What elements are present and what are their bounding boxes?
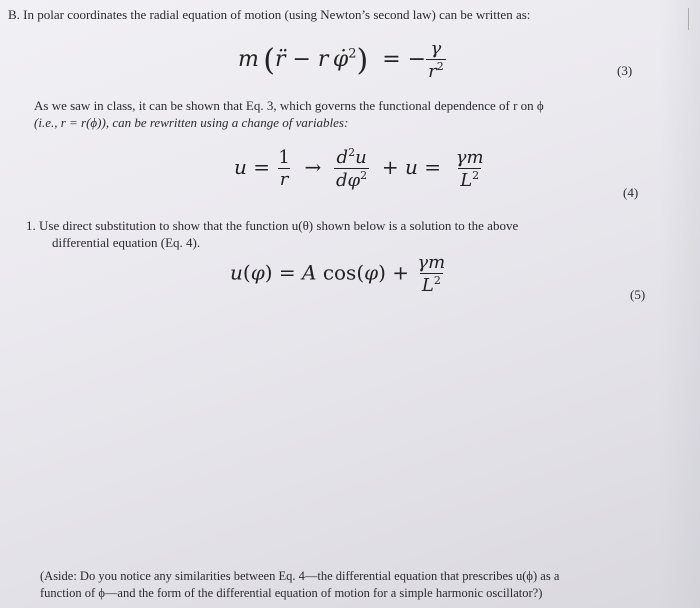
margin-mark	[688, 8, 689, 30]
paragraph-line-1: As we saw in class, it can be shown that Eq. 3, which governs the functional dependence of r on ϕ	[34, 98, 544, 113]
equation-3-number: (3)	[617, 63, 633, 78]
equation-4-number: (4)	[623, 185, 639, 200]
aside-line-1: (Aside: Do you notice any similarities between Eq. 4—the differential equation that prescribes u(ϕ) as a	[40, 569, 560, 583]
problem-intro: B. In polar coordinates the radial equation of motion (using Newton’s second law) can be written as:	[8, 7, 531, 22]
equation-5-number: (5)	[630, 287, 646, 302]
aside-line-2: function of ϕ—and the form of the differential equation of motion for a simple harmonic oscillator?)	[40, 586, 543, 600]
paragraph-line-2: (i.e., r = r(ϕ)), can be rewritten using a change of variables:	[34, 115, 349, 130]
equation-4: u = $\frac{1}{r}$ → $\frac{d^2u}{d\varphi^2}$ + u = $\frac{\gamma m}{L^2}$	[234, 146, 484, 191]
question-1-line-1: 1. Use direct substitution to show that the function u(θ) shown below is a solution to the above	[26, 218, 519, 233]
question-1-line-2: differential equation (Eq. 4).	[52, 235, 201, 250]
equation-3: m (r̈ − r φ̇$^2$) = − $\frac{\gamma}{r^2}$	[238, 38, 444, 82]
page-edge-shadow	[660, 0, 700, 608]
equation-5: u(φ) = A cos(φ) + $\frac{\gamma m}{L^2}$	[230, 252, 446, 296]
